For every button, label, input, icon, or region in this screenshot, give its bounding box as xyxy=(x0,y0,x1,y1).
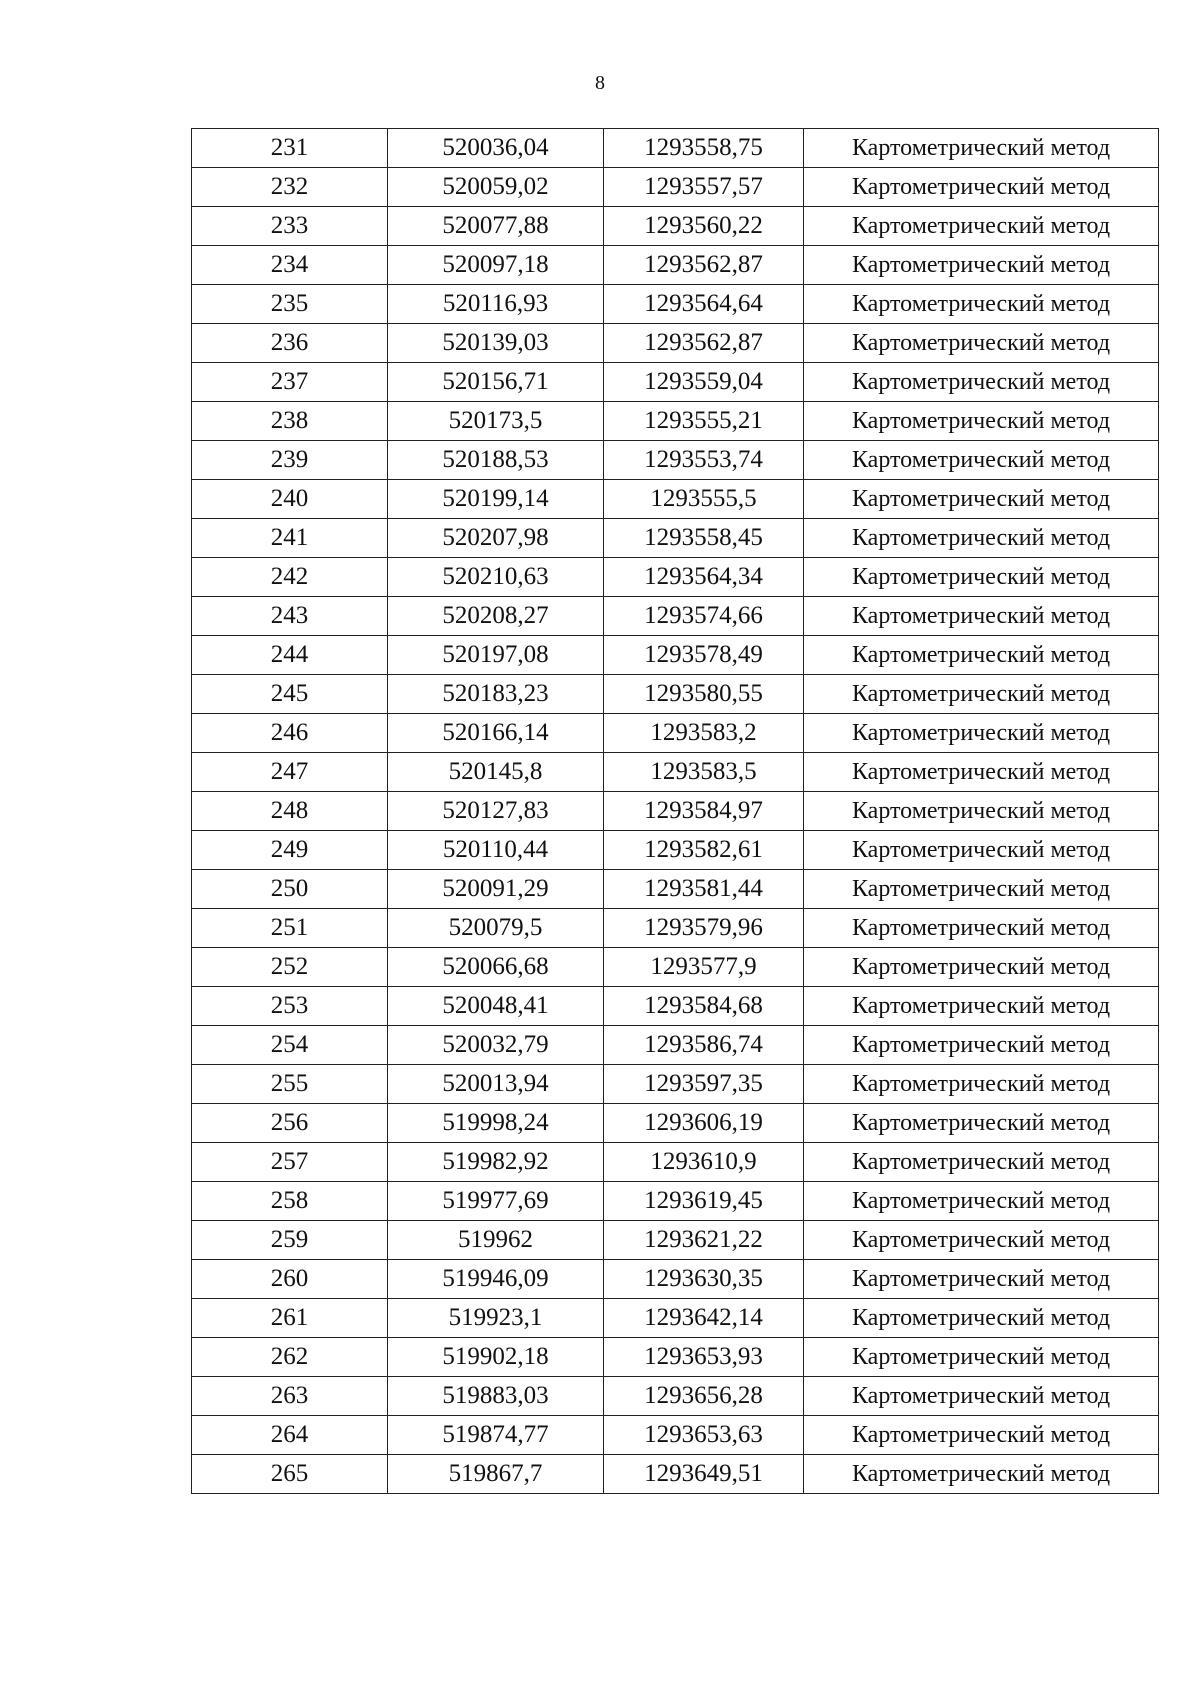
x-coordinate-cell: 520013,94 xyxy=(388,1065,604,1104)
table-row xyxy=(192,519,1159,558)
table-row xyxy=(192,1377,1159,1416)
x-coordinate-cell: 519867,7 xyxy=(388,1455,604,1494)
table-row xyxy=(192,1221,1159,1260)
table-row xyxy=(192,168,1159,207)
x-coordinate-cell: 520110,44 xyxy=(388,831,604,870)
y-coordinate-cell: 1293653,63 xyxy=(604,1416,804,1455)
method-cell: Картометрический метод xyxy=(804,363,1159,402)
coordinates-table xyxy=(191,128,1159,1494)
point-number-cell: 241 xyxy=(192,519,388,558)
table-row xyxy=(192,636,1159,675)
table-row xyxy=(192,1299,1159,1338)
y-coordinate-cell: 1293586,74 xyxy=(604,1026,804,1065)
x-coordinate-cell: 519982,92 xyxy=(388,1143,604,1182)
y-coordinate-cell: 1293582,61 xyxy=(604,831,804,870)
table-row xyxy=(192,675,1159,714)
x-coordinate-cell: 520097,18 xyxy=(388,246,604,285)
x-coordinate-cell: 519962 xyxy=(388,1221,604,1260)
table-row xyxy=(192,792,1159,831)
y-coordinate-cell: 1293630,35 xyxy=(604,1260,804,1299)
x-coordinate-cell: 520197,08 xyxy=(388,636,604,675)
point-number-cell: 233 xyxy=(192,207,388,246)
point-number-cell: 262 xyxy=(192,1338,388,1377)
method-cell: Картометрический метод xyxy=(804,636,1159,675)
method-cell: Картометрический метод xyxy=(804,831,1159,870)
x-coordinate-cell: 520066,68 xyxy=(388,948,604,987)
point-number-cell: 243 xyxy=(192,597,388,636)
table-row xyxy=(192,1260,1159,1299)
table-row xyxy=(192,363,1159,402)
method-cell: Картометрический метод xyxy=(804,597,1159,636)
point-number-cell: 245 xyxy=(192,675,388,714)
point-number-cell: 235 xyxy=(192,285,388,324)
method-cell: Картометрический метод xyxy=(804,558,1159,597)
method-cell: Картометрический метод xyxy=(804,1260,1159,1299)
point-number-cell: 252 xyxy=(192,948,388,987)
point-number-cell: 263 xyxy=(192,1377,388,1416)
y-coordinate-cell: 1293579,96 xyxy=(604,909,804,948)
y-coordinate-cell: 1293564,34 xyxy=(604,558,804,597)
y-coordinate-cell: 1293562,87 xyxy=(604,324,804,363)
x-coordinate-cell: 520077,88 xyxy=(388,207,604,246)
method-cell: Картометрический метод xyxy=(804,1182,1159,1221)
table-row xyxy=(192,1455,1159,1494)
point-number-cell: 240 xyxy=(192,480,388,519)
point-number-cell: 256 xyxy=(192,1104,388,1143)
y-coordinate-cell: 1293610,9 xyxy=(604,1143,804,1182)
x-coordinate-cell: 520116,93 xyxy=(388,285,604,324)
method-cell: Картометрический метод xyxy=(804,402,1159,441)
x-coordinate-cell: 519998,24 xyxy=(388,1104,604,1143)
x-coordinate-cell: 520059,02 xyxy=(388,168,604,207)
x-coordinate-cell: 520091,29 xyxy=(388,870,604,909)
method-cell: Картометрический метод xyxy=(804,519,1159,558)
y-coordinate-cell: 1293642,14 xyxy=(604,1299,804,1338)
table-row xyxy=(192,441,1159,480)
point-number-cell: 257 xyxy=(192,1143,388,1182)
method-cell: Картометрический метод xyxy=(804,870,1159,909)
y-coordinate-cell: 1293577,9 xyxy=(604,948,804,987)
y-coordinate-cell: 1293564,64 xyxy=(604,285,804,324)
x-coordinate-cell: 520079,5 xyxy=(388,909,604,948)
point-number-cell: 251 xyxy=(192,909,388,948)
x-coordinate-cell: 520145,8 xyxy=(388,753,604,792)
method-cell: Картометрический метод xyxy=(804,792,1159,831)
method-cell: Картометрический метод xyxy=(804,987,1159,1026)
y-coordinate-cell: 1293583,2 xyxy=(604,714,804,753)
method-cell: Картометрический метод xyxy=(804,207,1159,246)
y-coordinate-cell: 1293584,68 xyxy=(604,987,804,1026)
method-cell: Картометрический метод xyxy=(804,285,1159,324)
table-row xyxy=(192,753,1159,792)
table-row xyxy=(192,909,1159,948)
y-coordinate-cell: 1293553,74 xyxy=(604,441,804,480)
x-coordinate-cell: 519946,09 xyxy=(388,1260,604,1299)
x-coordinate-cell: 520156,71 xyxy=(388,363,604,402)
x-coordinate-cell: 520127,83 xyxy=(388,792,604,831)
coordinates-table-body xyxy=(192,129,1159,1494)
point-number-cell: 237 xyxy=(192,363,388,402)
point-number-cell: 234 xyxy=(192,246,388,285)
method-cell: Картометрический метод xyxy=(804,1143,1159,1182)
point-number-cell: 246 xyxy=(192,714,388,753)
method-cell: Картометрический метод xyxy=(804,1299,1159,1338)
x-coordinate-cell: 519902,18 xyxy=(388,1338,604,1377)
y-coordinate-cell: 1293656,28 xyxy=(604,1377,804,1416)
table-row xyxy=(192,558,1159,597)
table-row xyxy=(192,1026,1159,1065)
method-cell: Картометрический метод xyxy=(804,1455,1159,1494)
point-number-cell: 232 xyxy=(192,168,388,207)
x-coordinate-cell: 520188,53 xyxy=(388,441,604,480)
method-cell: Картометрический метод xyxy=(804,1221,1159,1260)
x-coordinate-cell: 520207,98 xyxy=(388,519,604,558)
x-coordinate-cell: 520183,23 xyxy=(388,675,604,714)
point-number-cell: 244 xyxy=(192,636,388,675)
x-coordinate-cell: 520036,04 xyxy=(388,129,604,168)
table-row xyxy=(192,948,1159,987)
point-number-cell: 265 xyxy=(192,1455,388,1494)
table-row xyxy=(192,1182,1159,1221)
table-row xyxy=(192,1104,1159,1143)
y-coordinate-cell: 1293619,45 xyxy=(604,1182,804,1221)
y-coordinate-cell: 1293559,04 xyxy=(604,363,804,402)
table-row xyxy=(192,714,1159,753)
y-coordinate-cell: 1293557,57 xyxy=(604,168,804,207)
table-row xyxy=(192,129,1159,168)
y-coordinate-cell: 1293580,55 xyxy=(604,675,804,714)
table-row xyxy=(192,480,1159,519)
point-number-cell: 248 xyxy=(192,792,388,831)
method-cell: Картометрический метод xyxy=(804,441,1159,480)
method-cell: Картометрический метод xyxy=(804,129,1159,168)
method-cell: Картометрический метод xyxy=(804,1065,1159,1104)
point-number-cell: 236 xyxy=(192,324,388,363)
method-cell: Картометрический метод xyxy=(804,246,1159,285)
point-number-cell: 260 xyxy=(192,1260,388,1299)
point-number-cell: 238 xyxy=(192,402,388,441)
point-number-cell: 255 xyxy=(192,1065,388,1104)
table-row xyxy=(192,1143,1159,1182)
method-cell: Картометрический метод xyxy=(804,909,1159,948)
x-coordinate-cell: 520048,41 xyxy=(388,987,604,1026)
table-row xyxy=(192,246,1159,285)
x-coordinate-cell: 520139,03 xyxy=(388,324,604,363)
method-cell: Картометрический метод xyxy=(804,168,1159,207)
y-coordinate-cell: 1293597,35 xyxy=(604,1065,804,1104)
point-number-cell: 242 xyxy=(192,558,388,597)
point-number-cell: 239 xyxy=(192,441,388,480)
y-coordinate-cell: 1293555,5 xyxy=(604,480,804,519)
method-cell: Картометрический метод xyxy=(804,1377,1159,1416)
y-coordinate-cell: 1293574,66 xyxy=(604,597,804,636)
y-coordinate-cell: 1293621,22 xyxy=(604,1221,804,1260)
point-number-cell: 231 xyxy=(192,129,388,168)
method-cell: Картометрический метод xyxy=(804,324,1159,363)
y-coordinate-cell: 1293581,44 xyxy=(604,870,804,909)
method-cell: Картометрический метод xyxy=(804,1416,1159,1455)
y-coordinate-cell: 1293653,93 xyxy=(604,1338,804,1377)
y-coordinate-cell: 1293558,45 xyxy=(604,519,804,558)
method-cell: Картометрический метод xyxy=(804,480,1159,519)
table-row xyxy=(192,831,1159,870)
y-coordinate-cell: 1293560,22 xyxy=(604,207,804,246)
x-coordinate-cell: 520032,79 xyxy=(388,1026,604,1065)
y-coordinate-cell: 1293555,21 xyxy=(604,402,804,441)
x-coordinate-cell: 520173,5 xyxy=(388,402,604,441)
method-cell: Картометрический метод xyxy=(804,1026,1159,1065)
method-cell: Картометрический метод xyxy=(804,948,1159,987)
x-coordinate-cell: 520166,14 xyxy=(388,714,604,753)
table-row xyxy=(192,870,1159,909)
point-number-cell: 253 xyxy=(192,987,388,1026)
method-cell: Картометрический метод xyxy=(804,714,1159,753)
y-coordinate-cell: 1293584,97 xyxy=(604,792,804,831)
y-coordinate-cell: 1293558,75 xyxy=(604,129,804,168)
table-row xyxy=(192,402,1159,441)
point-number-cell: 264 xyxy=(192,1416,388,1455)
table-row xyxy=(192,1416,1159,1455)
point-number-cell: 250 xyxy=(192,870,388,909)
y-coordinate-cell: 1293583,5 xyxy=(604,753,804,792)
y-coordinate-cell: 1293562,87 xyxy=(604,246,804,285)
table-row xyxy=(192,1338,1159,1377)
x-coordinate-cell: 519923,1 xyxy=(388,1299,604,1338)
point-number-cell: 249 xyxy=(192,831,388,870)
page-number: 8 xyxy=(595,72,605,94)
y-coordinate-cell: 1293649,51 xyxy=(604,1455,804,1494)
point-number-cell: 259 xyxy=(192,1221,388,1260)
x-coordinate-cell: 519883,03 xyxy=(388,1377,604,1416)
y-coordinate-cell: 1293606,19 xyxy=(604,1104,804,1143)
x-coordinate-cell: 519874,77 xyxy=(388,1416,604,1455)
method-cell: Картометрический метод xyxy=(804,1338,1159,1377)
point-number-cell: 261 xyxy=(192,1299,388,1338)
table-row xyxy=(192,597,1159,636)
method-cell: Картометрический метод xyxy=(804,675,1159,714)
point-number-cell: 247 xyxy=(192,753,388,792)
x-coordinate-cell: 520210,63 xyxy=(388,558,604,597)
method-cell: Картометрический метод xyxy=(804,1104,1159,1143)
y-coordinate-cell: 1293578,49 xyxy=(604,636,804,675)
x-coordinate-cell: 520208,27 xyxy=(388,597,604,636)
point-number-cell: 258 xyxy=(192,1182,388,1221)
method-cell: Картометрический метод xyxy=(804,753,1159,792)
point-number-cell: 254 xyxy=(192,1026,388,1065)
x-coordinate-cell: 520199,14 xyxy=(388,480,604,519)
table-row xyxy=(192,987,1159,1026)
table-row xyxy=(192,207,1159,246)
table-row xyxy=(192,285,1159,324)
table-row xyxy=(192,1065,1159,1104)
x-coordinate-cell: 519977,69 xyxy=(388,1182,604,1221)
table-row xyxy=(192,324,1159,363)
